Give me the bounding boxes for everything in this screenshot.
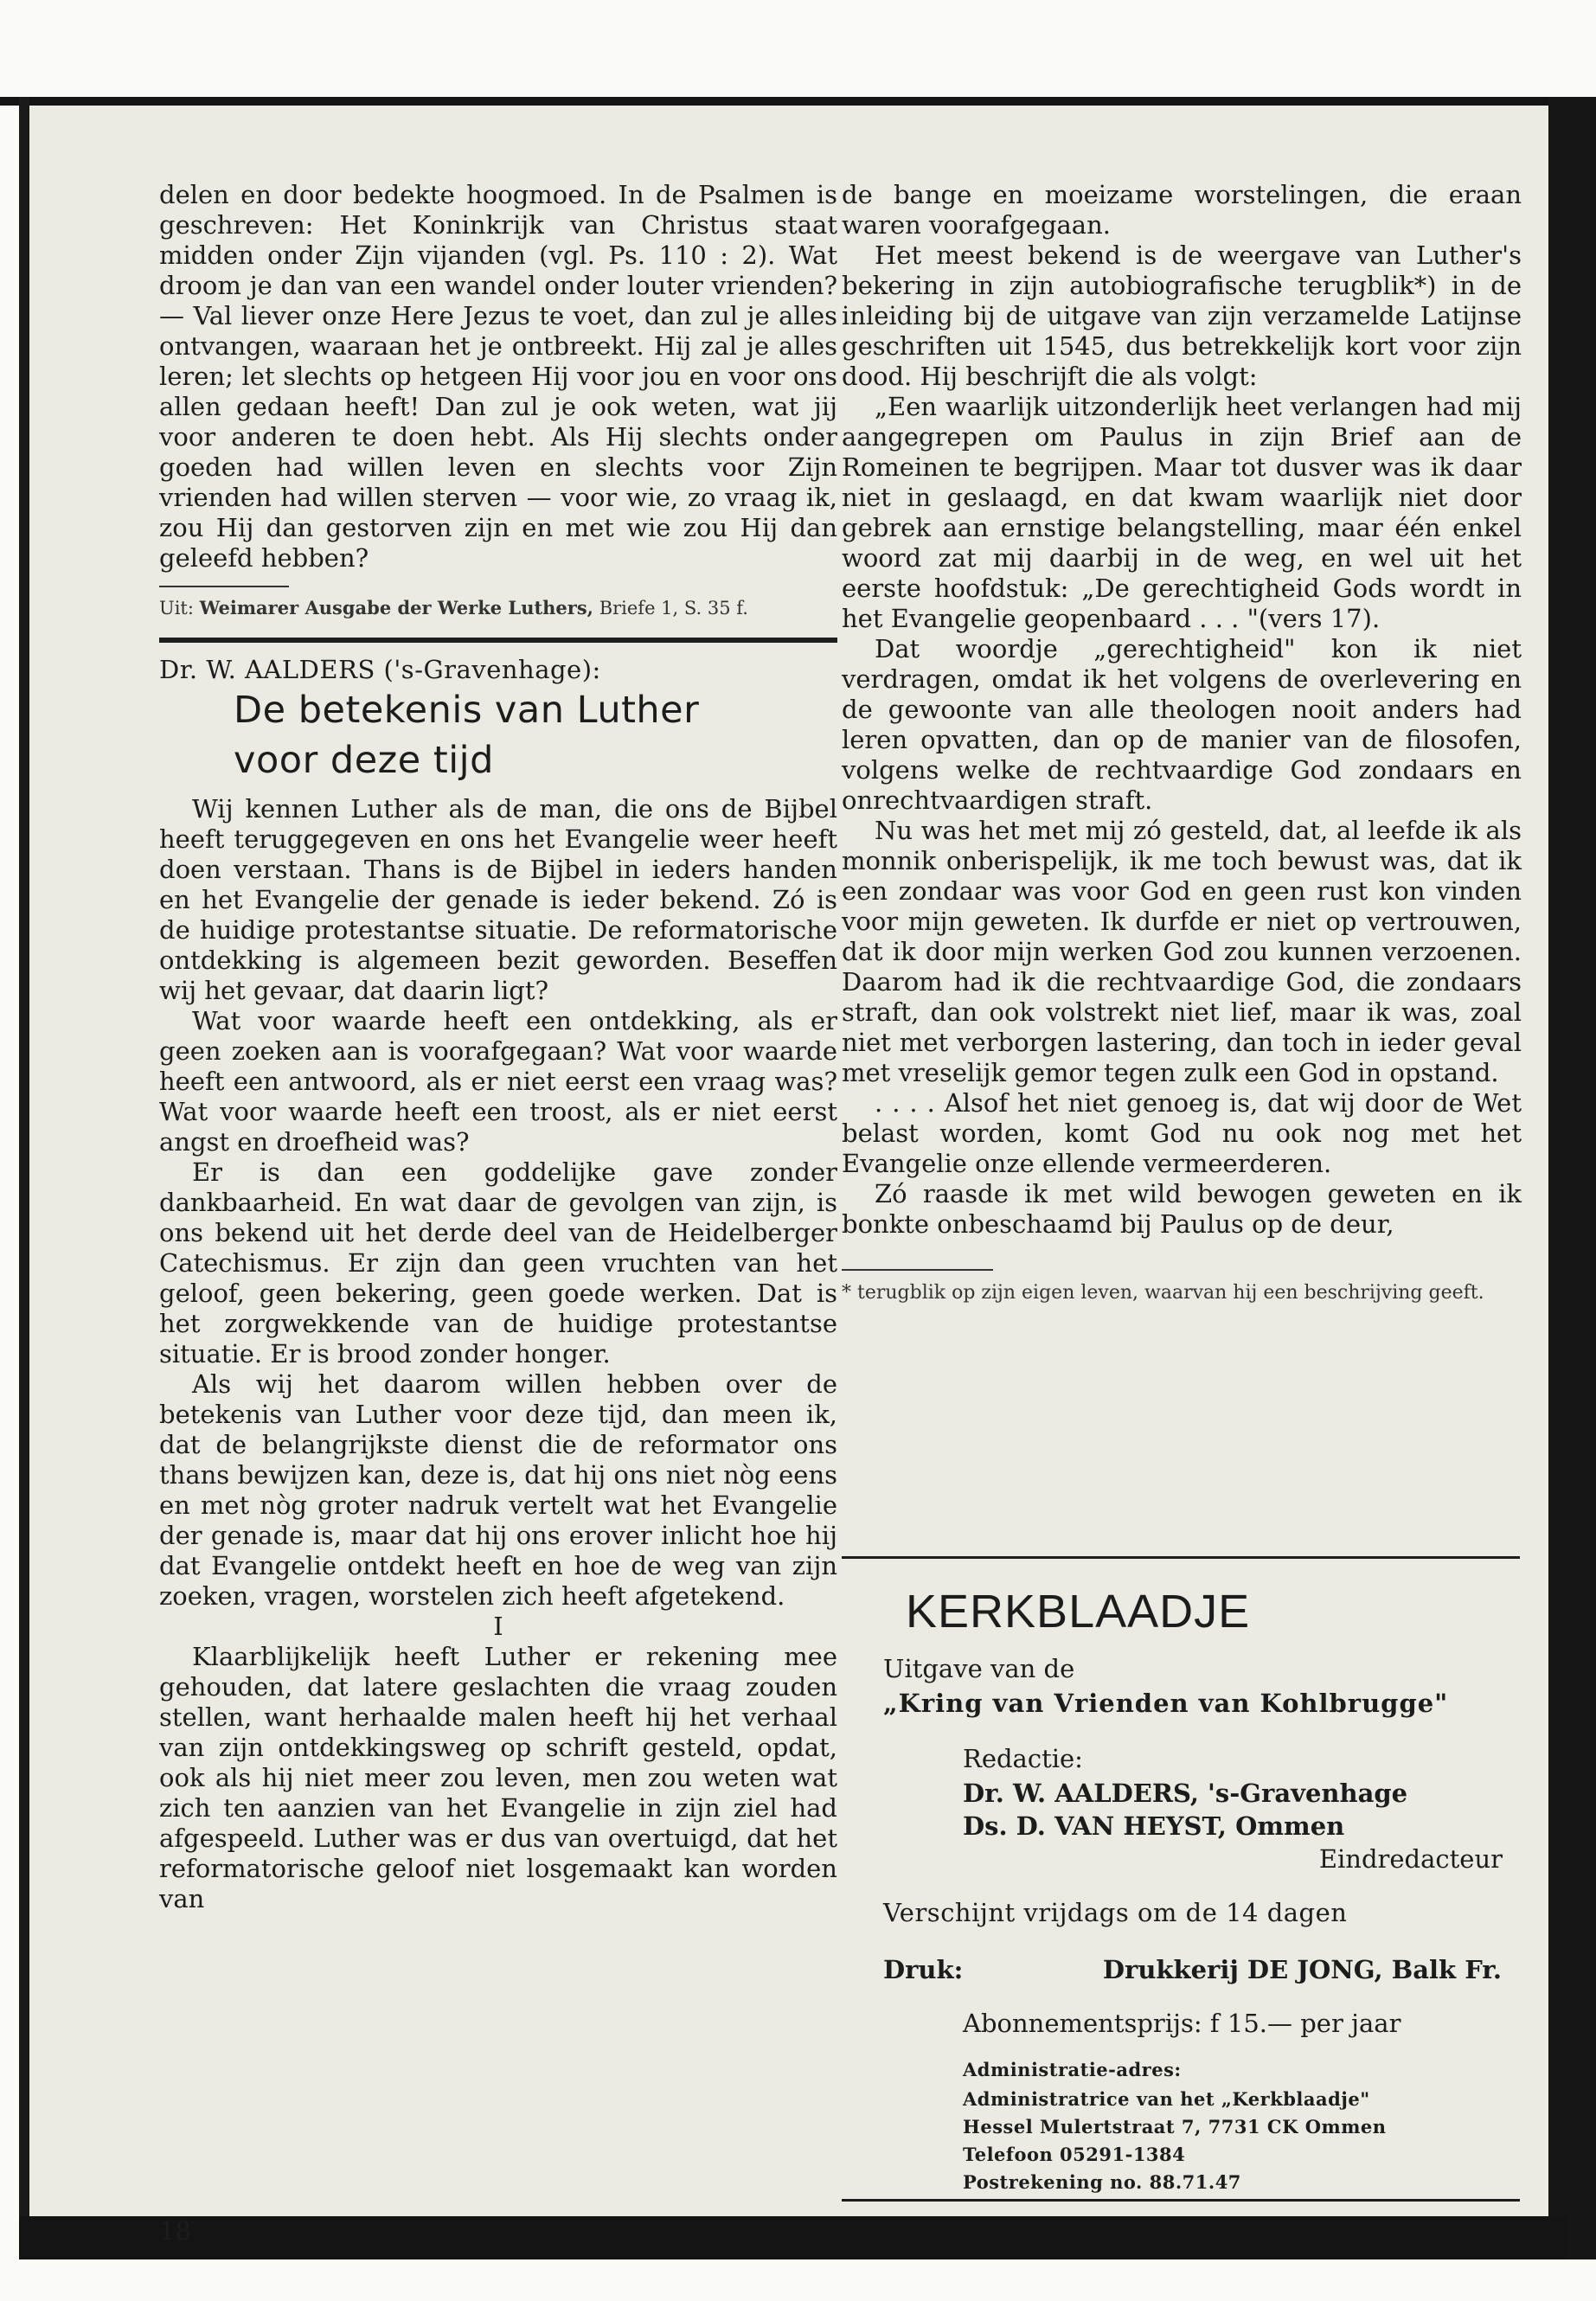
article-headline bbox=[234, 685, 837, 785]
abonnement-line: Abonnementsprijs: f 15.— per jaar bbox=[963, 2009, 1401, 2038]
scan-border-bottom bbox=[19, 2216, 1567, 2259]
right-column bbox=[842, 180, 1522, 1305]
kring-name: „Kring van Vrienden van Kohlbrugge" bbox=[883, 1689, 1449, 1718]
admin-line-3: Telefoon 05291-1384 bbox=[963, 2144, 1186, 2165]
right-paragraph-4: Dat woordje „gerechtigheid" kon ik niet verdragen, omdat ik het volgens de overlevering en de gewoonte van alle theologen nooit anders had leren opvatten, dan op de manier van de filosofen, volgens welke de rechtvaardige God zondaars en onrechtvaardigen straft. bbox=[842, 634, 1522, 815]
paragraph-4: Als wij het daarom willen hebben over de betekenis van Luther voor deze tijd, dan meen ik, dat de belangrijkste dienst die de reformator ons thans bewijzen kan, deze is, dat hij ons niet nòg eens en met nòg groter nadruk vertelt wat het Evangelie der genade is, maar dat hij ons erover inlicht hoe hij dat Evangelie ontdekt heeft en hoe de weg van zijn zoeken, vragen, worstelen zich heeft afgetekend. bbox=[159, 1369, 837, 1611]
masthead-title: KERKBLAADJE bbox=[906, 1586, 1251, 1638]
byline: Dr. W. AALDERS ('s-Gravenhage): bbox=[159, 655, 601, 684]
admin-label: Administratie-adres: bbox=[963, 2059, 1182, 2080]
paragraph-2: Wat voor waarde heeft een ontdekking, als er geen zoeken aan is voorafgegaan? Wat voor waarde heeft een antwoord, als er niet eerst een vraag was? Wat voor waarde heeft een troost, als er niet eerst angst en droefheid was? bbox=[159, 1006, 837, 1157]
source-title: Weimarer Ausgabe der Werke Luthers, bbox=[199, 597, 593, 619]
right-paragraph-2: Het meest bekend is de weergave van Luther's bekering in zijn autobiografische terugblik*) in de inleiding bij de uitgave van zijn verzamelde Latijnse geschriften uit 1545, dus betrekkelijk kort voor zijn dood. Hij beschrijft die als volgt: bbox=[842, 240, 1522, 391]
right-paragraph-7: Zó raasde ik met wild bewogen geweten en ik bonkte onbeschaamd bij Paulus op de deur, bbox=[842, 1179, 1522, 1239]
left-column bbox=[159, 180, 837, 1914]
headline-line-2: voor deze tijd bbox=[234, 739, 494, 782]
admin-line-2: Hessel Mulertstraat 7, 7731 CK Ommen bbox=[963, 2116, 1387, 2138]
right-paragraph-5: Nu was het met mij zó gesteld, dat, al leefde ik als monnik onberispelijk, ik me toch bewust was, dat ik een zondaar was voor God en geen rust kon vinden voor mijn geweten. Ik durfde er niet op vertrouwen, dat ik door mijn werken God zou kunnen verzoenen. Daarom had ik die rechtvaardige God, die zondaars straft, dan ook volstrekt niet lief, maar ik was, zoal niet met verborgen lastering, dan toch in ieder geval met vreselijk gemor tegen zulk een God in opstand. bbox=[842, 816, 1522, 1087]
paragraph-1: Wij kennen Luther als de man, die ons de Bijbel heeft teruggegeven en ons het Evangelie weer heeft doen verstaan. Thans is de Bijbel in ieders handen en het Evangelie der genade is ieder bekend. Zó is de huidige protestantse situatie. De reformatorische ontdekking is algemeen bezit geworden. Beseffen wij het gevaar, dat daarin ligt? bbox=[159, 794, 837, 1005]
publisher-line: Uitgave van de bbox=[883, 1654, 1075, 1683]
magazine-page bbox=[29, 106, 1548, 2246]
redactie-label: Redactie: bbox=[963, 1744, 1083, 1773]
scan-border-left bbox=[19, 97, 29, 2259]
source-rest: Briefe 1, S. 35 f. bbox=[599, 598, 748, 619]
article-divider bbox=[159, 638, 837, 643]
intro-paragraph: delen en door bedekte hoogmoed. In de Psalmen is geschreven: Het Koninkrijk van Christus staat midden onder Zijn vijanden (vgl. Ps. 110 : 2). Wat droom je dan van een wandel onder louter vrienden? — Val liever onze Here Jezus te voet, dan zul je alles ontvangen, waaraan het je ontbreekt. Hij zal je alles leren; let slechts op hetgeen Hij voor jou en voor ons allen gedaan heeft! Dan zul je ook weten, wat jij voor anderen te doen hebt. Als Hij slechts onder goeden had willen leven en slechts voor Zijn vrienden had willen sterven — voor wie, zo vraag ik, zou Hij dan gestorven zijn en met wie zou Hij dan geleefd hebben? bbox=[159, 180, 837, 573]
admin-line-1: Administratrice van het „Kerkblaadje" bbox=[963, 2088, 1370, 2110]
druk-value: Drukkerij DE JONG, Balk Fr. bbox=[1102, 1955, 1502, 1984]
page-number: 18 bbox=[159, 2216, 191, 2246]
schedule-line: Verschijnt vrijdags om de 14 dagen bbox=[883, 1898, 1348, 1927]
druk-row bbox=[883, 1955, 1502, 1984]
eindredacteur-label: Eindredacteur bbox=[1318, 1844, 1503, 1874]
source-prefix: Uit: bbox=[159, 598, 194, 619]
druk-label: Druk: bbox=[883, 1955, 964, 1984]
masthead-box bbox=[842, 1556, 1520, 2202]
right-paragraph-6: . . . . Alsof het niet genoeg is, dat wij door de Wet belast worden, komt God nu ook nog met het Evangelie onze ellende vermeerderen. bbox=[842, 1088, 1522, 1178]
admin-line-4: Postrekening no. 88.71.47 bbox=[963, 2171, 1241, 2193]
section-number: I bbox=[493, 1612, 503, 1641]
right-paragraph-1: de bange en moeizame worstelingen, die eraan waren voorafgegaan. bbox=[842, 180, 1522, 240]
source-citation bbox=[159, 596, 837, 620]
source-divider bbox=[159, 586, 289, 587]
editor-1: Dr. W. AALDERS, 's-Gravenhage bbox=[963, 1779, 1408, 1808]
headline-line-1: De betekenis van Luther bbox=[234, 689, 700, 732]
footnote-divider bbox=[842, 1269, 993, 1271]
scan-border-top bbox=[0, 97, 1596, 106]
section-paragraph: Klaarblijkelijk heeft Luther er rekening mee gehouden, dat latere geslachten die vraag zouden stellen, want herhaalde malen heeft hij het verhaal van zijn ontdekkingsweg op schrift gesteld, opdat, ook als hij niet meer zou leven, men zou weten wat zich ten aanzien van het Evangelie in zijn ziel had afgespeeld. Luther was er dus van overtuigd, dat het reformatorische geloof niet losgemaakt kan worden van bbox=[159, 1642, 837, 1913]
right-paragraph-3: „Een waarlijk uitzonderlijk heet verlangen had mij aangegrepen om Paulus in zijn Brief aan de Romeinen te begrijpen. Maar tot dusver was ik daar niet in geslaagd, en dat kwam waarlijk niet door gebrek aan ernstige belangstelling, maar één enkel woord zat mij daarbij in de weg, en wel uit het eerste hoofdstuk: „De gerechtigheid Gods wordt in het Evangelie geopenbaard . . . "(vers 17). bbox=[842, 392, 1522, 633]
footnote: * terugblik op zijn eigen leven, waarvan hij een beschrijving geeft. bbox=[842, 1282, 1484, 1304]
editor-2: Ds. D. VAN HEYST, Ommen bbox=[963, 1811, 1345, 1841]
scan-border-right bbox=[1548, 97, 1596, 2259]
paragraph-3: Er is dan een goddelijke gave zonder dankbaarheid. En wat daar de gevolgen van zijn, is ons bekend uit het derde deel van de Heidelberger Catechismus. Er zijn dan geen vruchten van het geloof, geen bekering, geen goede werken. Dat is het zorgwekkende van de huidige protestantse situatie. Er is brood zonder honger. bbox=[159, 1157, 837, 1368]
